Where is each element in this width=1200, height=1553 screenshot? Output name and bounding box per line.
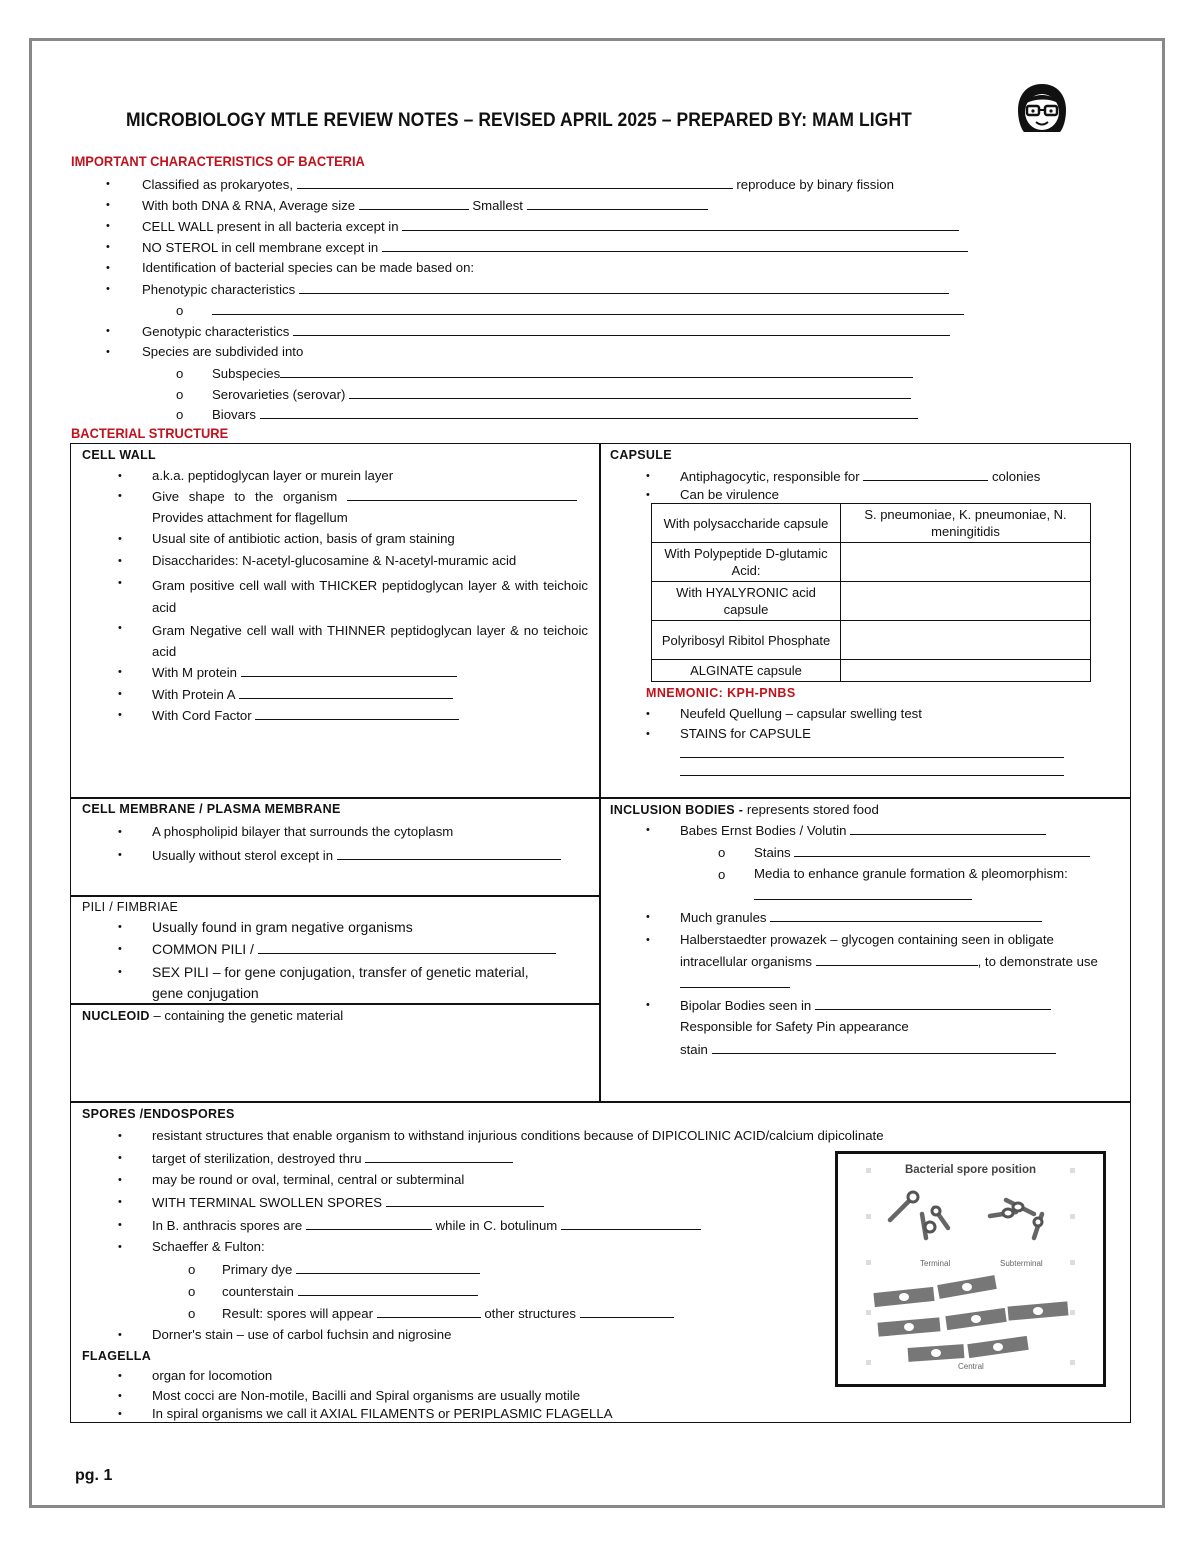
bullet: • xyxy=(118,666,122,678)
table-row xyxy=(652,621,1091,660)
pili-item: SEX PILI – for gene conjugation, transfer of genetic material, xyxy=(152,964,529,980)
char-item-6: Phenotypic characteristics xyxy=(142,281,949,298)
bullet: • xyxy=(118,1174,122,1186)
sub-marker: o xyxy=(176,387,184,402)
bullet: • xyxy=(118,1329,122,1341)
cell-wall-item: With Protein A xyxy=(152,686,453,703)
bullet: • xyxy=(118,1196,122,1208)
table-cell: With polysaccharide capsule xyxy=(652,504,841,543)
answer-line xyxy=(680,775,1064,776)
flagella-item: Most cocci are Non-motile, Bacilli and Spiral organisms are usually motile xyxy=(152,1388,581,1403)
spores-sub: counterstain xyxy=(222,1283,478,1300)
cell-wall-heading: CELL WALL xyxy=(82,448,156,462)
membrane-item: Usually without sterol except in xyxy=(152,847,561,864)
char-item-5: Identification of bacterial species can be made based on: xyxy=(142,260,475,275)
page-number: pg. 1 xyxy=(75,1467,113,1484)
flagella-heading: FLAGELLA xyxy=(82,1349,152,1363)
inclusion-item: stain xyxy=(680,1041,1056,1058)
figure-title: Bacterial spore position xyxy=(904,1164,1036,1176)
char-sub-subspecies: Subspecies xyxy=(212,365,913,382)
sub-marker: o xyxy=(176,303,184,318)
table-row xyxy=(652,504,1091,543)
cell-wall-item: a.k.a. peptidoglycan layer or murein layer xyxy=(152,468,394,483)
nucleoid-text: NUCLEOID – containing the genetic material xyxy=(82,1008,344,1023)
cell-wall-item: With Cord Factor xyxy=(152,707,459,724)
flagella-item: In spiral organisms we call it AXIAL FILAMENTS or PERIPLASMIC FLAGELLA xyxy=(152,1406,613,1421)
spores-heading: SPORES /ENDOSPORES xyxy=(82,1107,235,1121)
flagella-item: organ for locomotion xyxy=(152,1368,273,1383)
char-item-2: With both DNA & RNA, Average size Smallest xyxy=(142,197,708,214)
cell-wall-item: With M protein xyxy=(152,664,457,681)
char-item-1: Classified as prokaryotes, reproduce by binary fission xyxy=(142,177,894,192)
bullet: • xyxy=(118,688,122,700)
bullet: • xyxy=(106,199,110,211)
bullet: • xyxy=(106,346,110,358)
cell-wall-item: Disaccharides: N-acetyl-glucosamine & N-acetyl-muramic acid xyxy=(152,553,517,568)
cell-wall-item: Gram positive cell wall with THICKER peptidoglycan layer & with teichoic acid xyxy=(152,578,588,615)
spores-item: may be round or oval, terminal, central or subterminal xyxy=(152,1172,465,1187)
spores-sub: Primary dye xyxy=(222,1261,480,1278)
spores-item: In B. anthracis spores are while in C. botulinum xyxy=(152,1217,701,1234)
bullet: • xyxy=(106,178,110,190)
table-cell xyxy=(841,621,1091,660)
capsule-item: Can be virulence xyxy=(680,487,779,502)
bullet: • xyxy=(118,1370,122,1382)
spore-position-figure xyxy=(835,1151,1106,1387)
bullet: • xyxy=(118,555,122,567)
bullet: • xyxy=(118,533,122,545)
sub-marker: o xyxy=(188,1262,196,1277)
bullet: • xyxy=(118,1130,122,1142)
table-cell: With HYALYRONIC acid capsule xyxy=(652,582,841,621)
pili-item: gene conjugation xyxy=(152,985,259,1001)
bullet: • xyxy=(118,1219,122,1231)
char-sub-serovar: Serovarieties (serovar) xyxy=(212,386,911,403)
avatar-icon xyxy=(1012,82,1072,134)
spores-item: Dorner's stain – use of carbol fuchsin and nigrosine xyxy=(152,1327,452,1342)
membrane-item: A phospholipid bilayer that surrounds the cytoplasm xyxy=(152,824,454,839)
bullet: • xyxy=(118,1408,122,1420)
table-cell xyxy=(841,660,1091,682)
pili-heading: PILI / FIMBRIAE xyxy=(82,900,179,914)
bullet: • xyxy=(646,728,650,740)
fig-label-central: Central xyxy=(958,1362,984,1371)
answer-line xyxy=(680,987,790,988)
spores-item: Schaeffer & Fulton: xyxy=(152,1239,265,1254)
table-cell xyxy=(841,582,1091,621)
bullet: • xyxy=(106,220,110,232)
cell-wall-item: Provides attachment for flagellum xyxy=(152,510,348,525)
page-title: MICROBIOLOGY MTLE REVIEW NOTES – REVISED APRIL 2025 – PREPARED BY: MAM LIGHT xyxy=(126,110,912,131)
pili-item: Usually found in gram negative organisms xyxy=(152,919,413,935)
char-sub-line xyxy=(212,302,964,319)
bullet: • xyxy=(646,824,650,836)
inclusion-item: Much granules xyxy=(680,909,1042,926)
bullet: • xyxy=(118,849,122,861)
sub-marker: o xyxy=(718,867,726,882)
answer-line xyxy=(754,899,972,900)
bullet: • xyxy=(646,999,650,1011)
sub-marker: o xyxy=(176,407,184,422)
capsule-heading: CAPSULE xyxy=(610,448,672,462)
spores-item: resistant structures that enable organism to withstand injurious conditions because of DIPICOLINIC ACID/calcium dipicolinate xyxy=(152,1128,884,1143)
sub-marker: o xyxy=(188,1306,196,1321)
cell-wall-item: Usual site of antibiotic action, basis of gram staining xyxy=(152,531,455,546)
table-cell: With Polypeptide D-glutamic Acid: xyxy=(652,543,841,582)
sub-marker: o xyxy=(718,845,726,860)
cell-wall-item: Gram Negative cell wall with THINNER peptidoglycan layer & no teichoic acid xyxy=(152,623,588,659)
mnemonic: MNEMONIC: KPH-PNBS xyxy=(646,686,796,700)
table-row xyxy=(652,543,1091,582)
bullet: • xyxy=(646,708,650,720)
char-item-4: NO STEROL in cell membrane except in xyxy=(142,239,968,256)
bullet: • xyxy=(106,283,110,295)
inclusion-item: Bipolar Bodies seen in xyxy=(680,997,1051,1014)
answer-line xyxy=(680,757,1064,758)
sub-marker: o xyxy=(188,1284,196,1299)
spores-item: WITH TERMINAL SWOLLEN SPORES xyxy=(152,1194,544,1211)
bullet: • xyxy=(106,262,110,274)
bullet: • xyxy=(106,241,110,253)
char-item-8: Species are subdivided into xyxy=(142,344,304,359)
char-item-3: CELL WALL present in all bacteria except in xyxy=(142,218,959,235)
bullet: • xyxy=(646,911,650,923)
capsule-item: Neufeld Quellung – capsular swelling test xyxy=(680,706,922,721)
bullet: • xyxy=(646,470,650,482)
fig-label-subterminal: Subterminal xyxy=(1000,1259,1043,1268)
table-cell xyxy=(841,543,1091,582)
bullet: • xyxy=(118,966,122,978)
inclusion-heading: INCLUSION BODIES - represents stored food xyxy=(610,802,879,817)
inclusion-item: Responsible for Safety Pin appearance xyxy=(680,1019,909,1034)
bullet: • xyxy=(118,1390,122,1402)
table-cell: S. pneumoniae, K. pneumoniae, N. meningitidis xyxy=(841,504,1091,543)
bullet: • xyxy=(118,709,122,721)
sub-marker: o xyxy=(176,366,184,381)
section-heading-structure: BACTERIAL STRUCTURE xyxy=(71,425,229,441)
inclusion-sub: Media to enhance granule formation & pleomorphism: xyxy=(754,866,1068,881)
section-heading-characteristics: IMPORTANT CHARACTERISTICS OF BACTERIA xyxy=(71,153,365,169)
table-cell: ALGINATE capsule xyxy=(652,660,841,682)
bullet: • xyxy=(118,921,122,933)
bullet: • xyxy=(118,622,122,634)
table-row xyxy=(652,660,1091,682)
bullet: • xyxy=(118,470,122,482)
bullet: • xyxy=(646,489,650,501)
char-item-7: Genotypic characteristics xyxy=(142,323,950,340)
char-sub-biovars: Biovars xyxy=(212,406,918,423)
bullet: • xyxy=(118,826,122,838)
bullet: • xyxy=(118,490,122,502)
bullet: • xyxy=(118,1241,122,1253)
spore-diagram xyxy=(838,1154,1103,1384)
table-cell: Polyribosyl Ribitol Phosphate xyxy=(652,621,841,660)
membrane-heading: CELL MEMBRANE / PLASMA MEMBRANE xyxy=(82,802,341,816)
inclusion-item: intracellular organisms , to demonstrate use xyxy=(680,954,1098,969)
table-row xyxy=(652,582,1091,621)
inclusion-item: Halberstaedter prowazek – glycogen containing seen in obligate xyxy=(680,932,1054,947)
capsule-table xyxy=(651,503,1091,682)
fig-label-terminal: Terminal xyxy=(920,1259,951,1268)
bullet: • xyxy=(106,325,110,337)
spores-sub: Result: spores will appear other structures xyxy=(222,1305,674,1322)
spores-item: target of sterilization, destroyed thru xyxy=(152,1150,513,1167)
cell-wall-item: Give shape to the organism xyxy=(152,488,577,505)
bullet: • xyxy=(646,934,650,946)
bullet: • xyxy=(118,577,122,589)
capsule-item: Antiphagocytic, responsible for colonies xyxy=(680,469,1041,484)
bullet: • xyxy=(118,1152,122,1164)
pili-item: COMMON PILI / xyxy=(152,941,556,957)
inclusion-sub: Stains xyxy=(754,844,1090,861)
inclusion-item: Babes Ernst Bodies / Volutin xyxy=(680,822,1046,839)
capsule-item: STAINS for CAPSULE xyxy=(680,726,811,741)
bullet: • xyxy=(118,943,122,955)
